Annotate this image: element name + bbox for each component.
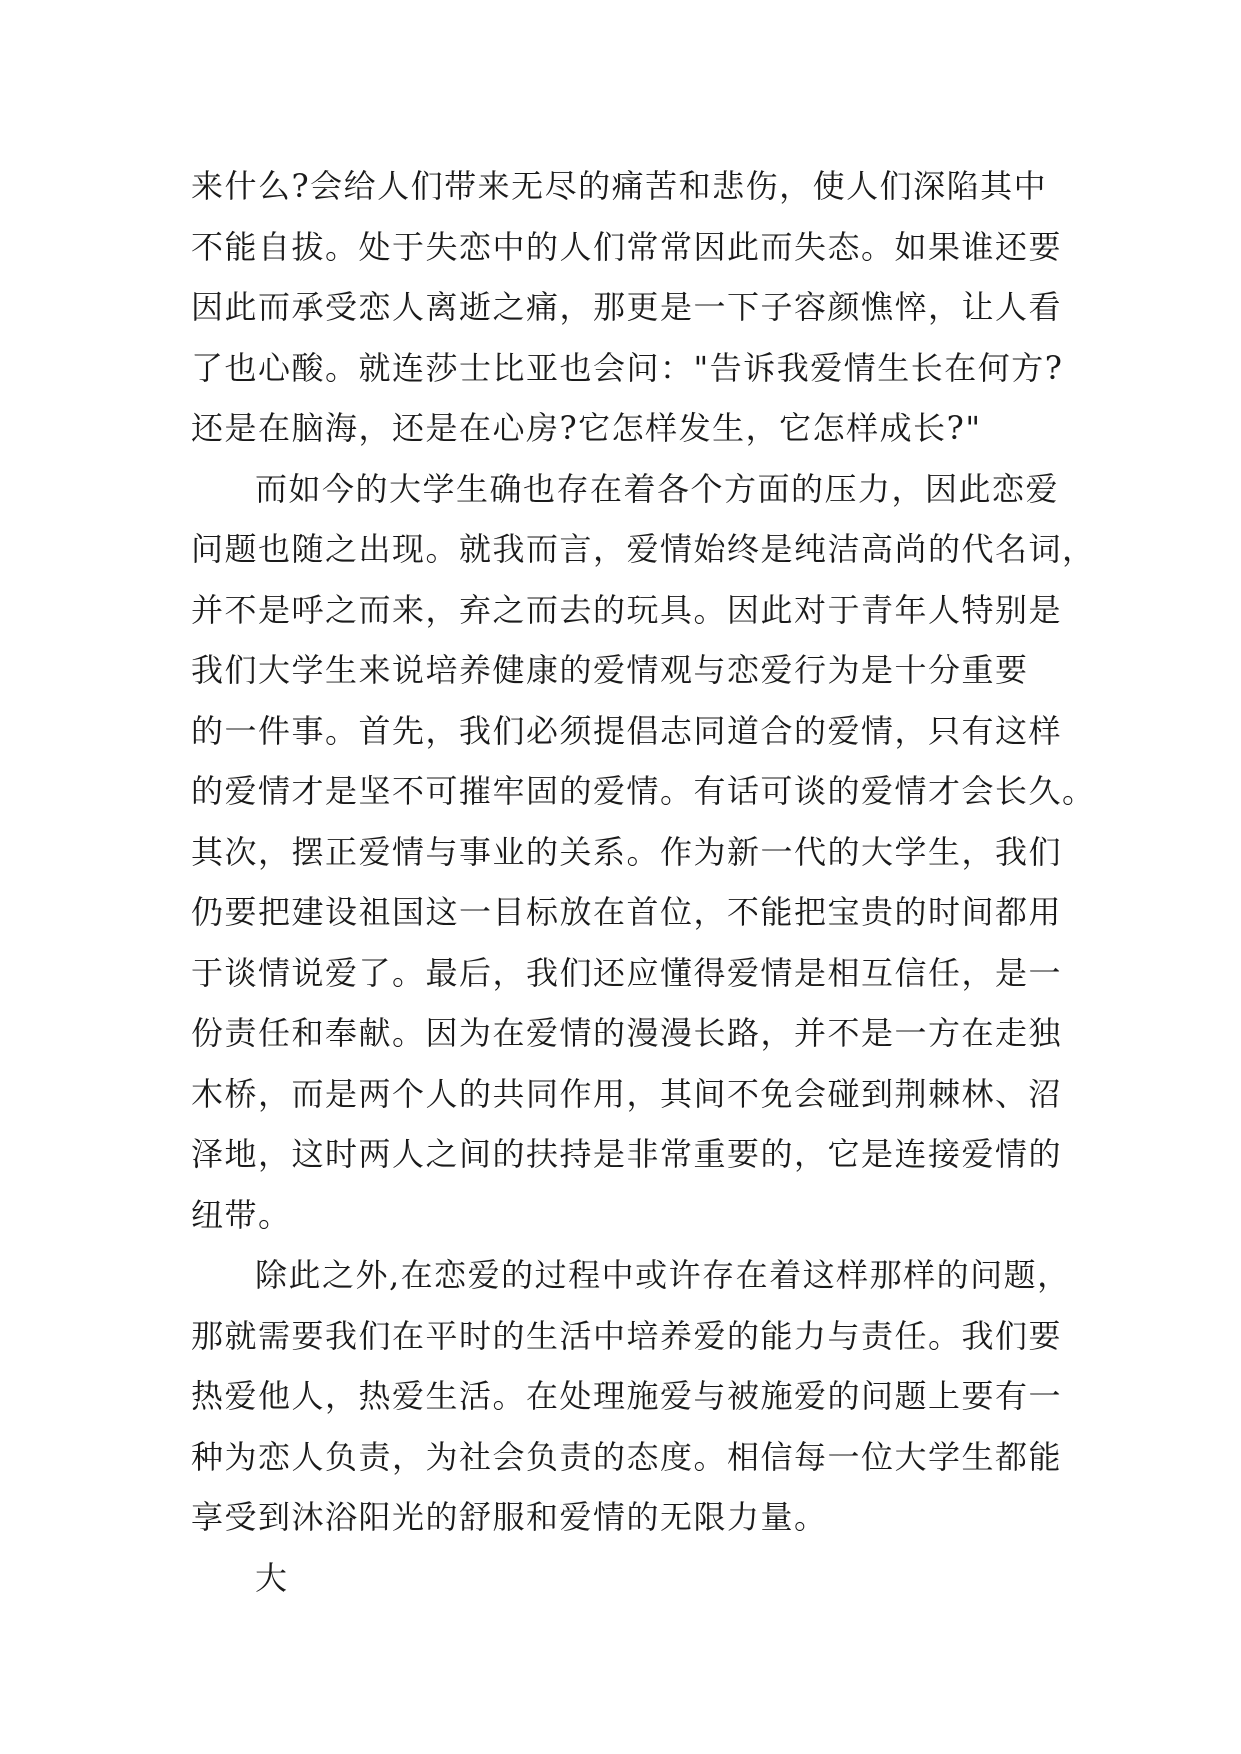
paragraph-line: 泽地，这时两人之间的扶持是非常重要的，它是连接爱情的 <box>191 1135 1063 1173</box>
paragraph-line: 纽带。 <box>191 1195 292 1234</box>
paragraph-line: 我们大学生来说培养健康的爱情观与恋爱行为是十分重要 <box>191 651 1029 689</box>
paragraph-line: 其次，摆正爱情与事业的关系。作为新一代的大学生，我们 <box>191 832 1063 871</box>
paragraph-line: 享受到沐浴阳光的舒服和爱情的无限力量。 <box>191 1498 828 1536</box>
document-body <box>191 156 1096 1608</box>
paragraph-line: 于谈情说爱了。最后，我们还应懂得爱情是相互信任，是一 <box>191 953 1063 992</box>
paragraph-3 <box>191 1245 1071 1548</box>
paragraph-line: 了也心酸。就连莎士比亚也会问："告诉我爱情生长在何方? <box>191 348 1064 387</box>
paragraph-line: 因此而承受恋人离逝之痛，那更是一下子容颜憔悴，让人看 <box>191 288 1063 326</box>
paragraph-line: 还是在脑海，还是在心房?它怎样发生，它怎样成长?" <box>191 409 982 447</box>
paragraph-line: 问题也随之出现。就我而言，爱情始终是纯洁高尚的代名词， <box>191 530 1096 568</box>
paragraph-line: 的一件事。首先，我们必须提倡志同道合的爱情，只有这样 <box>191 711 1063 750</box>
paragraph-line: 除此之外,在恋爱的过程中或许存在着这样那样的问题， <box>255 1256 1071 1294</box>
paragraph-line: 热爱他人，热爱生活。在处理施爱与被施爱的问题上要有一 <box>191 1377 1063 1415</box>
paragraph-2 <box>191 459 1096 1246</box>
paragraph-line: 并不是呼之而来，弃之而去的玩具。因此对于青年人特别是 <box>191 590 1063 629</box>
paragraph-line: 木桥，而是两个人的共同作用，其间不免会碰到荆棘林、沼 <box>191 1074 1063 1113</box>
paragraph-line: 不能自拔。处于失恋中的人们常常因此而失态。如果谁还要 <box>191 227 1063 266</box>
paragraph-line: 大 <box>255 1558 289 1597</box>
paragraph-line: 而如今的大学生确也存在着各个方面的压力，因此恋爱 <box>255 469 1060 508</box>
paragraph-line: 份责任和奉献。因为在爱情的漫漫长路，并不是一方在走独 <box>191 1014 1063 1052</box>
paragraph-line: 种为恋人负责，为社会负责的态度。相信每一位大学生都能 <box>191 1437 1063 1476</box>
paragraph-4 <box>191 1548 1051 1609</box>
paragraph-line: 来什么?会给人们带来无尽的痛苦和悲伤，使人们深陷其中 <box>191 167 1048 205</box>
paragraph-line: 的爱情才是坚不可摧牢固的爱情。有话可谈的爱情才会长久。 <box>191 772 1096 810</box>
paragraph-1 <box>191 156 1064 459</box>
paragraph-line: 那就需要我们在平时的生活中培养爱的能力与责任。我们要 <box>191 1316 1063 1355</box>
paragraph-line: 仍要把建设祖国这一目标放在首位，不能把宝贵的时间都用 <box>191 893 1063 931</box>
